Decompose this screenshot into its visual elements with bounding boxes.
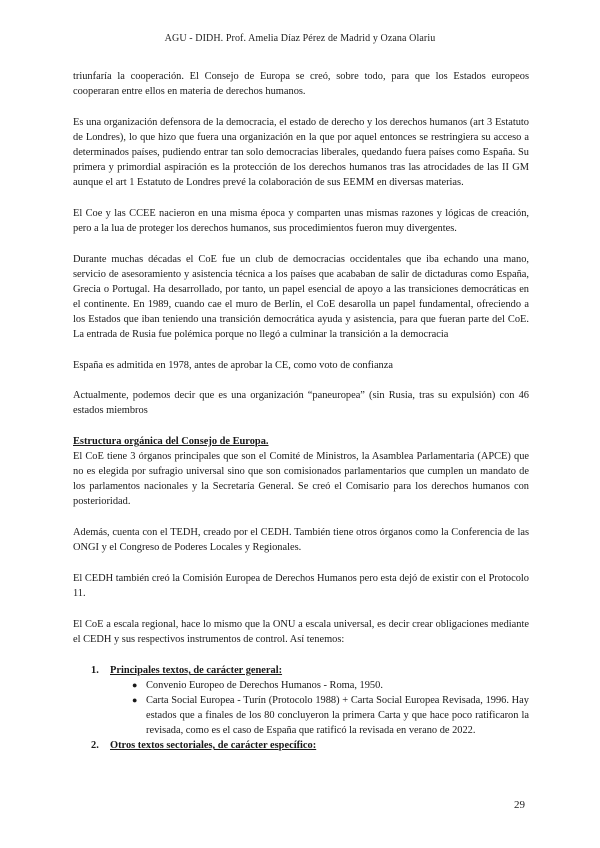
section-heading: Estructura orgánica del Consejo de Europa. bbox=[73, 436, 269, 447]
list-title: Principales textos, de carácter general: bbox=[110, 665, 283, 676]
sub-list bbox=[110, 678, 529, 738]
paragraph-history: Durante muchas décadas el CoE fue un club de democracias occidentales que iba echando una mano, servicio de asesoramiento y asistencia técnica a los países que acababan de salir de dictaduras como España, Grecia o Portugal. Ha desarrollado, por tanto, un papel esencial de apoyo a las transiciones democráticas en el continente. En 1989, cuando cae el muro de Berlín, el CoE desarolla un papel fundamental, ofreciendo a los Estados que iban teniendo una transición democrática ayuda y asistencia, para que fueran parte del CoE. La entrada de Rusia fue polémica porque no llegó a culminar la transición a la democracia bbox=[73, 254, 529, 340]
page-header: AGU - DIDH. Prof. Amelia Díaz Pérez de Madrid y Ozana Olariu bbox=[164, 33, 436, 44]
list-number: 2. bbox=[91, 740, 99, 751]
sub-list-item bbox=[110, 678, 529, 693]
list-title: Otros textos sectoriales, de carácter específico: bbox=[110, 740, 317, 751]
paragraph-organs: El CoE tiene 3 órganos principales que son el Comité de Ministros, la Asamblea Parlamentaria (APCE) que no es elegida por sufragio universal sino que son comisionados parlamentarios que cumplen un mandato de los parlamentos nacionales y la Secretaría General. Se creó el Comisario para los derechos humanos con posterioridad. bbox=[73, 451, 529, 507]
paragraph-tedh: Además, cuenta con el TEDH, creado por el CEDH. También tiene otros órganos como la Conferencia de las ONGI y el Congreso de Poderes Locales y Regionales. bbox=[73, 527, 529, 553]
paragraph-cooperation: triunfaría la cooperación. El Consejo de Europa se creó, sobre todo, para que los Estados europeos cooperaran entre ellos en materia de derechos humanos. bbox=[73, 71, 529, 97]
paragraph-current: Actualmente, podemos decir que es una organización “paneuropea” (sin Rusia, tras su expulsión) con 46 estados miembros bbox=[73, 390, 529, 416]
document-body bbox=[73, 69, 529, 753]
paragraph-coe-ccee: El Coe y las CCEE nacieron en una misma época y comparten unas mismas razones y lógicas de creación, pero a la lua de proteger los derechos humanos, sus procedimientos fueron muy divergentes. bbox=[73, 208, 529, 234]
paragraph-spain: España es admitida en 1978, antes de aprobar la CE, como voto de confianza bbox=[73, 360, 393, 371]
list-item bbox=[73, 738, 529, 753]
paragraph-commission: El CEDH también creó la Comisión Europea de Derechos Humanos pero esta dejó de existir con el Protocolo 11. bbox=[73, 573, 529, 599]
bullet-icon: ● bbox=[132, 680, 138, 690]
paragraph-democracy: Es una organización defensora de la democracia, el estado de derecho y los derechos humanos (art 3 Estatuto de Londres), lo que hizo que fuera una organización en la que por aquel entonces se restringiera su acceso a determinados países, pudiendo entrar tan solo democracias liberales, quedando fuera países como España. Su primera y primordial aspiración es la protección de los derechos humanos tras las atrocidades de las II GM aunque el art 1 Estatuto de Londres prevé la colaboración de sus EEMM en diversas materias. bbox=[73, 117, 529, 188]
list-item bbox=[73, 663, 529, 738]
sub-list-text: Convenio Europeo de Derechos Humanos - Roma, 1950. bbox=[146, 680, 383, 691]
bullet-icon: ● bbox=[132, 695, 138, 705]
paragraph-regional: El CoE a escala regional, hace lo mismo que la ONU a escala universal, es decir crear obligaciones mediante el CEDH y sus respectivos instrumentos de control. Así tenemos: bbox=[73, 619, 529, 645]
sub-list-text: Carta Social Europea - Turín (Protocolo 1988) + Carta Social Europea Revisada, 1996. Hay estados que a finales de los 80 concluyeron la primera Carta y que hace poco ratificaron la revisada, como es el caso de España que ratificó la revisada en verano de 2022. bbox=[146, 695, 529, 736]
sub-list-item bbox=[110, 693, 529, 738]
texts-list bbox=[73, 663, 529, 753]
page-number: 29 bbox=[514, 799, 525, 811]
list-number: 1. bbox=[91, 665, 99, 676]
